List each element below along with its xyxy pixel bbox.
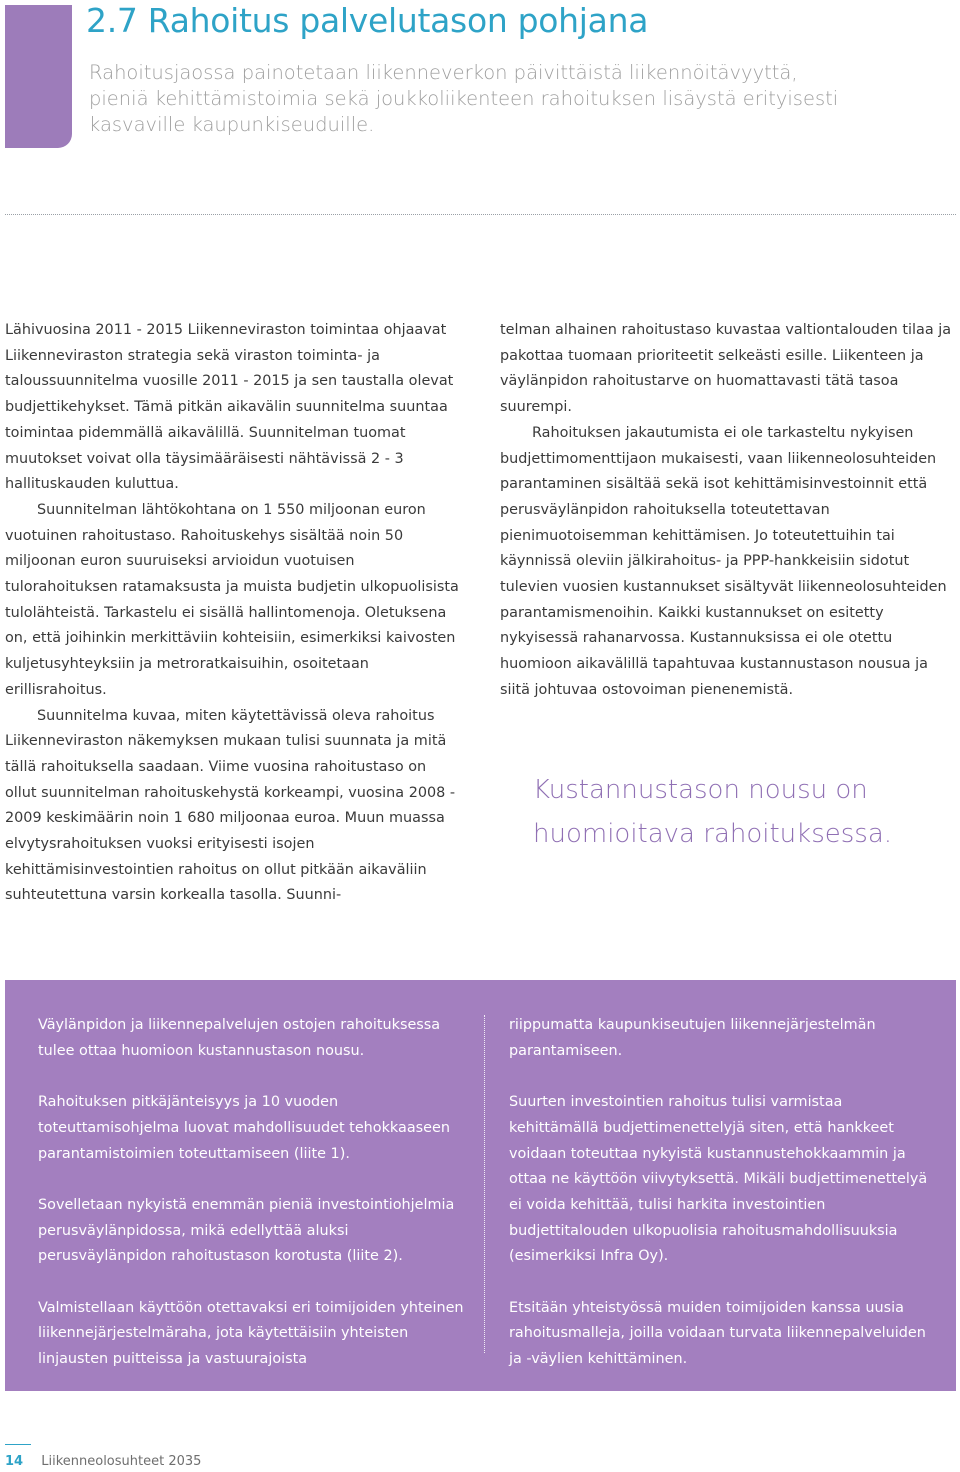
recommendation-item: Sovelletaan nykyistä enemmän pieniä investointiohjelmia perusväylänpidossa, mikä edellyttää aluksi perusväylänpidon rahoitustason korotusta (liite 2). [38, 1196, 455, 1265]
section-number: 2.7 [86, 1, 138, 40]
page-number: 14 [5, 1454, 24, 1469]
body-paragraph: Rahoituksen jakautumista ei ole tarkasteltu nykyisen budjettimomenttijaon mukaisesti, vaan liikenneolosuhteiden parantaminen sisältää sekä isot kehittämisinvestoinnit että perusväylänpidon rahoituksella toteutettavan pienimuotoisemman kehittämisen. Jo toteutettuihin tai käynnissä oleviin jälkirahoitus- ja PPP-hankkeisiin sidotut tulevien vuosien kustannukset sisältyvät liikenneolosuhteiden parantamismenoihin. Kaikki kustannukset on esitetty nykyisessä rahanarvossa. Kustannuksissa ei ole otettu huomioon aikavälillä tapahtuvaa kustannustason nousua ja siitä johtuvaa ostovoiman pienenemistä. [500, 424, 947, 698]
recommendation-item: Rahoituksen pitkäjänteisyys ja 10 vuoden toteuttamisohjelma luovat mahdollisuudet tehokkaaseen parantamistoimien toteuttamiseen (liite 1). [38, 1094, 450, 1162]
body-paragraph: Suunnitelman lähtökohtana on 1 550 miljoonan euron vuotuinen rahoitustaso. Rahoituskehys sisältää noin 50 miljoonan euron suuruiseksi arvioidun vuotuisen tulorahoituksen ratamaksusta ja muista budjetin ulkopuolisista tulolähteistä. Tarkastelu ei sisällä hallintomenoja. Oletuksena on, että joihinkin merkittäviin kohteisiin, esimerkiksi kaivosten kuljetusyhteyksiin ja metroratkaisuihin, osoitetaan erillisrahoitus. [5, 501, 459, 698]
publication-name: Liikenneolosuhteet 2035 [41, 1454, 202, 1469]
recommendation-item: Väylänpidon ja liikennepalvelujen ostojen rahoituksessa tulee ottaa huomioon kustannustason nousu. [38, 1017, 441, 1059]
body-paragraph: Lähivuosina 2011 - 2015 Liikenneviraston toimintaa ohjaavat Liikenneviraston strategia sekä viraston toiminta- ja taloussuunnitelma vuosille 2011 - 2015 ja sen taustalla olevat budjettikehykset. Tämä pitkän aikavälin suunnitelma suuntaa toimintaa pidemmällä aikavälillä. Suunnitelman tuomat muutokset voivat olla täysimääräisesti nähtävissä 2 - 3 hallituskauden kuluttua. [5, 322, 454, 493]
footer-rule [5, 1444, 31, 1445]
body-paragraph: telman alhainen rahoitustaso kuvastaa valtiontalouden tilaa ja pakottaa tuomaan prioriteetit selkeästi esille. Liikenteen ja väylänpidon rahoitustarve on huomattavasti tätä tasoa suurempi. [500, 322, 952, 416]
body-column-left [5, 318, 460, 909]
section-accent-bar [5, 5, 72, 148]
section-title [86, 0, 648, 42]
body-paragraph: Suunnitelma kuvaa, miten käytettävissä oleva rahoitus Liikenneviraston näkemyksen mukaan tulisi suunnata ja mitä tällä rahoituksella saadaan. Viime vuosina rahoitustaso on ollut suunnitelman rahoituskehystä korkeampi, vuosina 2008 - 2009 keskimäärin noin 1 680 miljoonaa euroa. Muun muassa elvytysrahoituksen vuoksi erityisesti isojen kehittämisinvestointien rahoitus on ollut pitkään aikaväliin suhteutettuna varsin korkealla tasolla. Suunni- [5, 707, 456, 904]
recommendation-item: riippumatta kaupunkiseutujen liikennejärjestelmän parantamiseen. [509, 1017, 876, 1059]
recommendations-column-right [509, 1013, 934, 1399]
recommendation-item: Valmistellaan käyttöön otettavaksi eri toimijoiden yhteinen liikennejärjestelmäraha, jota käytettäisiin yhteisten linjausten puitteissa ja vastuurajoista [38, 1299, 464, 1368]
section-divider [5, 214, 956, 215]
page-footer [5, 1453, 201, 1471]
recommendation-item: Etsitään yhteistyössä muiden toimijoiden kanssa uusia rahoitusmalleja, joilla voidaan turvata liikennepalveluiden ja -väylien kehittäminen. [509, 1299, 926, 1368]
section-title-text: Rahoitus palvelutason pohjana [147, 1, 649, 40]
pull-quote: Kustannustason nousu on huomioitava rahoituksessa. [533, 775, 893, 849]
recommendations-column-left [38, 1013, 468, 1398]
box-column-divider [484, 1015, 485, 1353]
recommendation-item: Suurten investointien rahoitus tulisi varmistaa kehittämällä budjettimenettelyjä siten, että hankkeet voidaan toteuttaa nykyistä kustannustehokkaammin ja ottaa ne käyttöön viivytyksettä. Mikäli budjettimenettelyä ei voida kehittää, tulisi harkita investointien budjettitalouden ulkopuolisia rahoitusmahdollisuuksia (esimerkiksi Infra Oy). [509, 1094, 928, 1265]
lead-paragraph: Rahoitusjaossa painotetaan liikenneverkon päivittäistä liikennöitävyyttä, pieniä kehittämistoimia sekä joukkoliikenteen rahoituksen lisäystä erityisesti kasvaville kaupunkiseuduille. [89, 61, 839, 136]
body-column-right [500, 318, 952, 704]
